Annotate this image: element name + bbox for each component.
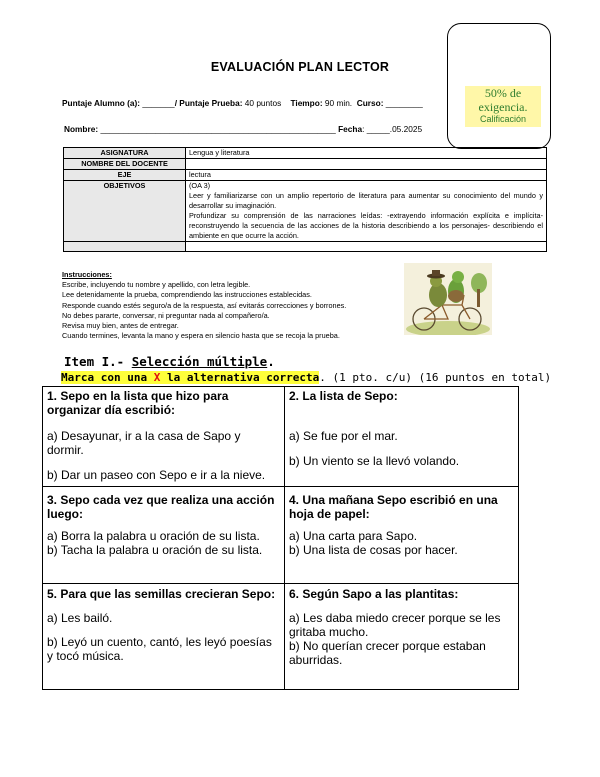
question-text: 6. Según Sapo a las plantitas: — [289, 587, 459, 601]
score-student-field[interactable]: _______ — [142, 98, 175, 108]
question-5 — [43, 585, 284, 689]
instruction-item: Revisa muy bien, antes de entregar. — [62, 321, 179, 331]
option-a[interactable]: a) Una carta para Sapo. — [289, 529, 418, 543]
option-b[interactable]: b) Tacha la palabra u oración de su lista. — [47, 543, 263, 557]
option-a[interactable]: a) Les bailó. — [47, 611, 113, 625]
question-4 — [285, 491, 518, 583]
section-instruction — [61, 371, 551, 384]
question-6 — [285, 585, 518, 689]
x-mark: X — [153, 371, 161, 384]
question-1 — [43, 387, 284, 486]
teacher-label: NOMBRE DEL DOCENTE — [64, 159, 186, 170]
score-student-label: Puntaje Alumno (a): — [62, 98, 141, 108]
option-a[interactable]: a) Les daba miedo crecer porque se les gritaba mucho. — [289, 611, 501, 639]
section-prefix: Item I.- — [64, 354, 132, 369]
grade-label: Calificación — [479, 114, 527, 124]
questions-grid — [42, 386, 519, 690]
option-b[interactable]: b) No querían crecer porque estaban aburridas. — [289, 639, 486, 667]
question-text: 4. Una mañana Sepo escribió en una hoja de papel: — [289, 493, 498, 521]
grade-note — [465, 86, 541, 127]
points-note: . (1 pto. c/u) (16 puntos en total) — [319, 371, 552, 384]
teacher-value[interactable] — [186, 159, 547, 170]
objective-code: (OA 3) — [189, 181, 211, 190]
instruction-item: Escribe, incluyendo tu nombre y apellido, con letra legible. — [62, 280, 251, 290]
score-test-label: / Puntaje Prueba: — [174, 98, 243, 108]
option-a[interactable]: a) Desayunar, ir a la casa de Sapo y dormir. — [47, 429, 241, 457]
objectives-text — [186, 181, 547, 242]
empty-label-cell — [64, 242, 186, 252]
course-field[interactable]: ________ — [385, 98, 423, 108]
info-table — [63, 147, 547, 252]
question-text: 1. Sepo en la lista que hizo para organizar día escribió: — [47, 389, 229, 417]
instructions-title: Instrucciones: — [62, 270, 112, 279]
grade-percent: 50% de exigencia. — [478, 86, 528, 114]
instructions — [62, 270, 346, 341]
frogs-bicycle-illustration — [404, 263, 492, 335]
question-text: 2. La lista de Sepo: — [289, 389, 398, 403]
score-line — [62, 98, 423, 108]
section-title: Item I.- Selección múltiple. — [64, 354, 275, 369]
option-b[interactable]: b) Un viento se la llevó volando. — [289, 454, 460, 468]
objectives-label: OBJETIVOS — [64, 181, 186, 242]
axis-value: lectura — [186, 170, 547, 181]
date-field[interactable]: : _____.05.2025 — [362, 124, 423, 134]
instruction-item: No debes pararte, conversar, ni preguntar nada al compañero/a. — [62, 310, 270, 320]
time-value: 90 min. — [324, 98, 353, 108]
name-label: Nombre: — [64, 124, 99, 134]
objective-item: Leer y familiarizarse con un amplio repertorio de literatura para aumentar su conocimiento del mundo y desarrollar su imaginación. — [189, 191, 543, 210]
instruction-highlight: Marca con una X la alternativa correcta — [61, 371, 320, 384]
axis-label: EJE — [64, 170, 186, 181]
instruction-item: Responde cuando estés seguro/a de la respuesta, así evitarás correcciones y borrones. — [62, 300, 347, 310]
question-3 — [43, 491, 284, 583]
option-b[interactable]: b) Dar un paseo con Sepo e ir a la nieve. — [47, 468, 266, 482]
empty-value-cell — [186, 242, 547, 252]
question-text: 3. Sepo cada vez que realiza una acción luego: — [47, 493, 275, 521]
option-a[interactable]: a) Se fue por el mar. — [289, 429, 398, 443]
instruction-item: Lee detenidamente la prueba, comprendiendo las instrucciones establecidas. — [62, 290, 312, 300]
option-b[interactable]: b) Una lista de cosas por hacer. — [289, 543, 458, 557]
name-field[interactable]: ___________________________________________________ — [100, 124, 336, 134]
option-b[interactable]: b) Leyó un cuento, cantó, les leyó poesías y tocó música. — [47, 635, 272, 663]
instruction-item: Cuando termines, levanta la mano y espera en silencio hasta que se recoja la prueba. — [62, 331, 340, 341]
subject-label: ASIGNATURA — [64, 148, 186, 159]
name-line — [64, 124, 422, 134]
objective-item: Profundizar su comprensión de las narraciones leídas: -extrayendo información explícita e implícita- reconstruyendo la secuencia de las acciones de la historia describiendo a los personajes- describiendo el ambiente en que ocurre la acción. — [189, 211, 543, 240]
page-title: EVALUACIÓN PLAN LECTOR — [210, 60, 390, 74]
time-label: Tiempo: — [290, 98, 323, 108]
score-test-value: 40 puntos — [244, 98, 282, 108]
question-text: 5. Para que las semillas crecieran Sepo: — [47, 587, 276, 601]
section-name: Selección múltiple — [131, 354, 268, 369]
course-label: Curso: — [356, 98, 384, 108]
question-2 — [285, 387, 518, 486]
subject-value: Lengua y literatura — [186, 148, 547, 159]
option-a[interactable]: a) Borra la palabra u oración de su lista. — [47, 529, 260, 543]
date-label: Fecha — [338, 124, 363, 134]
